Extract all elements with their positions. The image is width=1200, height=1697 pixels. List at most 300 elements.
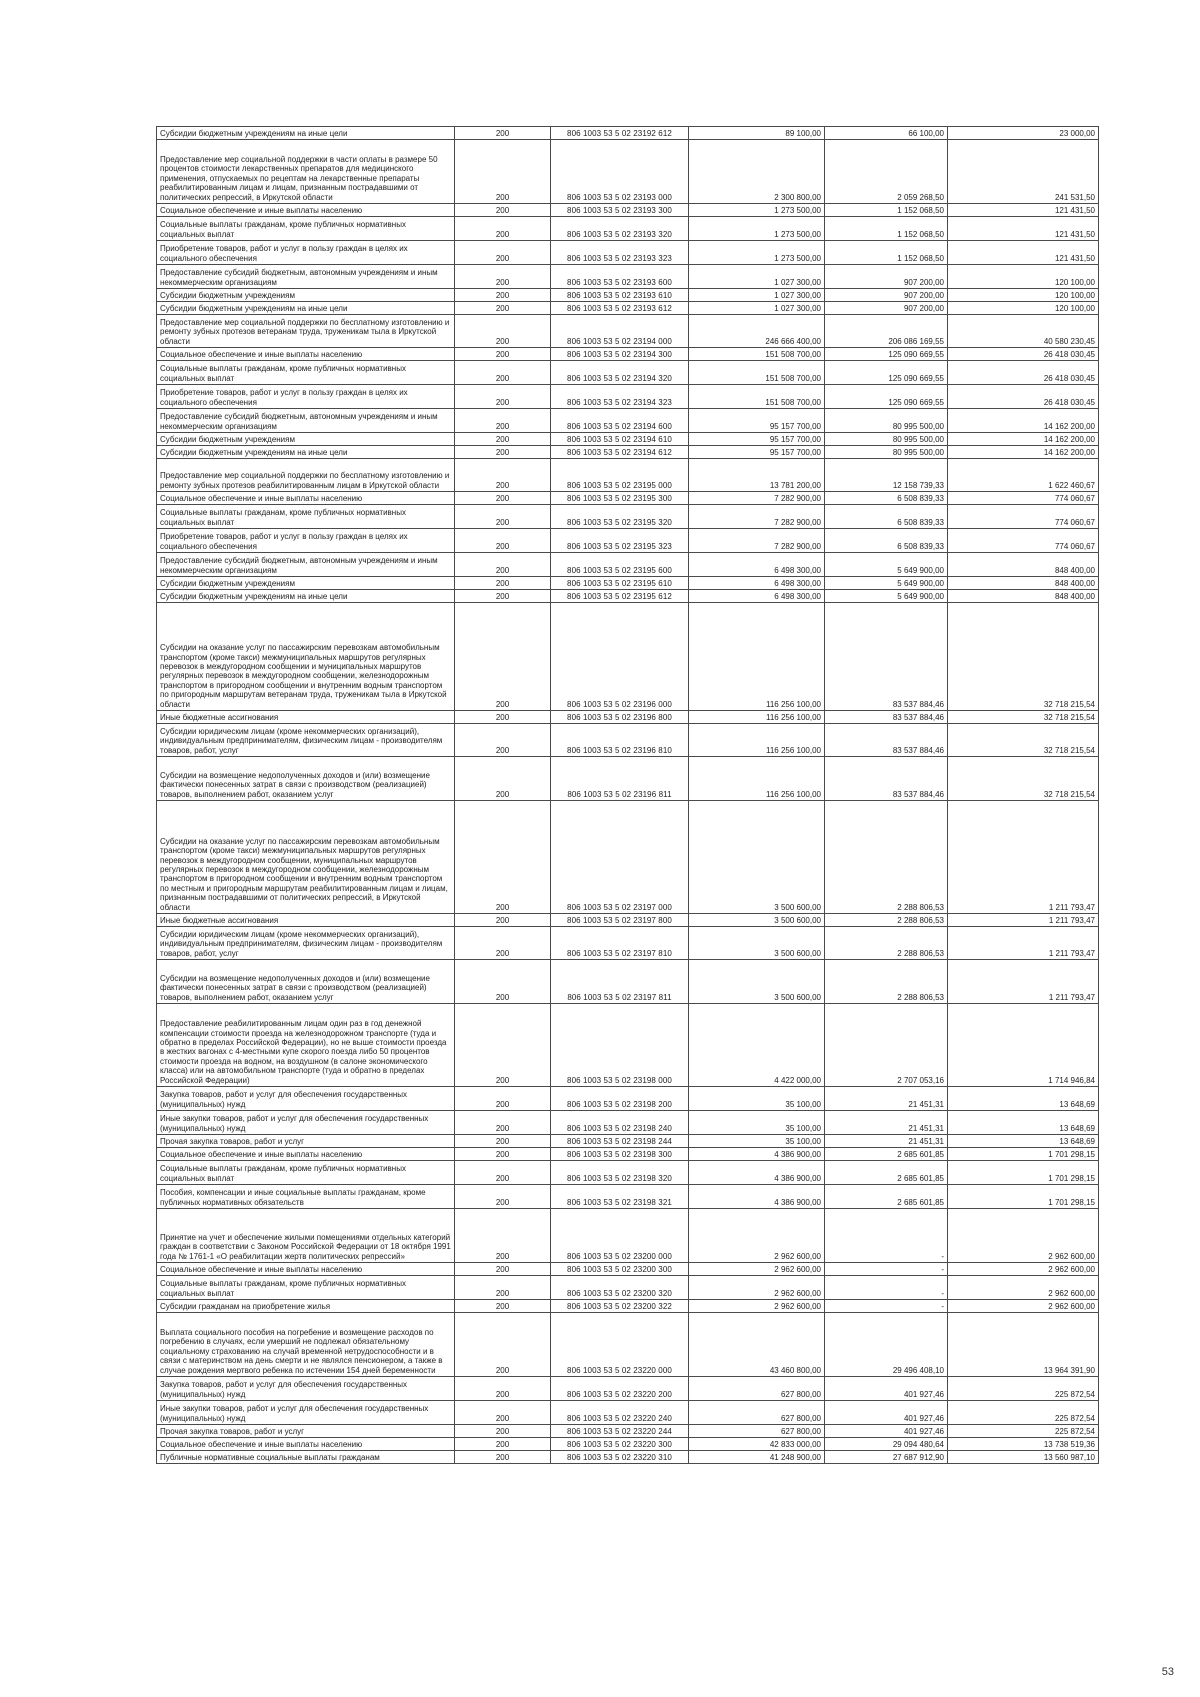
row-executed-amount: - [825, 1276, 948, 1300]
table-row [157, 529, 1099, 553]
table-row [157, 1276, 1099, 1300]
row-classification-code: 806 1003 53 5 02 23194 323 [551, 385, 689, 409]
table-row [157, 1135, 1099, 1148]
row-plan-amount: 116 256 100,00 [689, 757, 825, 801]
row-classification-code: 806 1003 53 5 02 23193 320 [551, 217, 689, 241]
row-classification-code: 806 1003 53 5 02 23196 800 [551, 711, 689, 724]
row-code: 200 [455, 302, 551, 315]
row-description: Предоставление субсидий бюджетным, автономным учреждениям и иным некоммерческим организациям [157, 265, 455, 289]
row-plan-amount: 35 100,00 [689, 1135, 825, 1148]
budget-execution-table [156, 126, 1099, 1464]
row-description: Выплата социального пособия на погребение и возмещение расходов по погребению в случаях, если умерший не подлежал обязательному социальному страхованию на случай временной нетрудоспособности и в связи с материнством на день смерти и не являлся пенсионером, а также в случае рождения мертвого ребенка по истечении 154 дней беременности [157, 1313, 455, 1377]
row-description: Приобретение товаров, работ и услуг в пользу граждан в целях их социального обеспечения [157, 529, 455, 553]
row-plan-amount: 151 508 700,00 [689, 348, 825, 361]
row-executed-amount: 2 059 268,50 [825, 140, 948, 204]
row-plan-amount: 1 027 300,00 [689, 302, 825, 315]
row-plan-amount: 246 666 400,00 [689, 315, 825, 348]
row-plan-amount: 95 157 700,00 [689, 433, 825, 446]
row-executed-amount: 5 649 900,00 [825, 577, 948, 590]
row-executed-amount: 21 451,31 [825, 1135, 948, 1148]
row-classification-code: 806 1003 53 5 02 23198 000 [551, 1004, 689, 1087]
row-classification-code: 806 1003 53 5 02 23195 300 [551, 492, 689, 505]
row-description: Социальное обеспечение и иные выплаты населению [157, 348, 455, 361]
table-row [157, 1185, 1099, 1209]
table-row [157, 1263, 1099, 1276]
row-plan-amount: 151 508 700,00 [689, 361, 825, 385]
row-executed-amount: 29 094 480,64 [825, 1438, 948, 1451]
row-code: 200 [455, 960, 551, 1004]
row-executed-amount: 83 537 884,46 [825, 711, 948, 724]
row-classification-code: 806 1003 53 5 02 23193 000 [551, 140, 689, 204]
row-executed-amount: 2 707 053,16 [825, 1004, 948, 1087]
row-plan-amount: 35 100,00 [689, 1087, 825, 1111]
row-plan-amount: 43 460 800,00 [689, 1313, 825, 1377]
row-remaining-amount: 1 211 793,47 [948, 801, 1099, 914]
row-remaining-amount: 1 701 298,15 [948, 1185, 1099, 1209]
table-row [157, 1401, 1099, 1425]
row-remaining-amount: 32 718 215,54 [948, 724, 1099, 757]
row-executed-amount: 21 451,31 [825, 1111, 948, 1135]
row-plan-amount: 7 282 900,00 [689, 505, 825, 529]
row-executed-amount: 5 649 900,00 [825, 590, 948, 603]
row-remaining-amount: 2 962 600,00 [948, 1263, 1099, 1276]
row-plan-amount: 3 500 600,00 [689, 927, 825, 960]
table-row [157, 553, 1099, 577]
row-executed-amount: 27 687 912,90 [825, 1451, 948, 1464]
row-remaining-amount: 121 431,50 [948, 217, 1099, 241]
row-description: Социальное обеспечение и иные выплаты населению [157, 1438, 455, 1451]
table-row [157, 1377, 1099, 1401]
row-remaining-amount: 774 060,67 [948, 492, 1099, 505]
row-code: 200 [455, 711, 551, 724]
row-remaining-amount: 120 100,00 [948, 302, 1099, 315]
row-description: Социальные выплаты гражданам, кроме публичных нормативных социальных выплат [157, 361, 455, 385]
row-remaining-amount: 2 962 600,00 [948, 1209, 1099, 1263]
table-row [157, 492, 1099, 505]
row-description: Субсидии бюджетным учреждениям [157, 577, 455, 590]
table-body [157, 127, 1099, 1464]
row-description: Предоставление реабилитированным лицам один раз в год денежной компенсации стоимости проезда на железнодорожном транспорте (туда и обратно в пределах Российской Федерации), но не выше стоимости проезда в жестких вагонах с 4-местными купе скорого поезда либо 50 процентов стоимости проезда на водном, на воздушном (в салоне экономического класса) или на автомобильном транспорте (туда и обратно в пределах Российской Федерации) [157, 1004, 455, 1087]
row-plan-amount: 7 282 900,00 [689, 492, 825, 505]
row-executed-amount: 401 927,46 [825, 1401, 948, 1425]
row-executed-amount: 80 995 500,00 [825, 433, 948, 446]
row-description: Субсидии бюджетным учреждениям [157, 433, 455, 446]
row-classification-code: 806 1003 53 5 02 23193 600 [551, 265, 689, 289]
row-classification-code: 806 1003 53 5 02 23194 600 [551, 409, 689, 433]
row-description: Субсидии бюджетным учреждениям на иные цели [157, 446, 455, 459]
row-executed-amount: 2 288 806,53 [825, 927, 948, 960]
row-classification-code: 806 1003 53 5 02 23200 300 [551, 1263, 689, 1276]
row-description: Субсидии бюджетным учреждениям на иные цели [157, 302, 455, 315]
table-row [157, 348, 1099, 361]
row-executed-amount: 2 685 601,85 [825, 1148, 948, 1161]
row-description: Социальное обеспечение и иные выплаты населению [157, 1148, 455, 1161]
row-code: 200 [455, 927, 551, 960]
row-executed-amount: 12 158 739,33 [825, 459, 948, 492]
row-code: 200 [455, 1135, 551, 1148]
row-code: 200 [455, 1276, 551, 1300]
row-classification-code: 806 1003 53 5 02 23196 810 [551, 724, 689, 757]
row-description: Приобретение товаров, работ и услуг в пользу граждан в целях их социального обеспечения [157, 385, 455, 409]
row-code: 200 [455, 492, 551, 505]
row-code: 200 [455, 529, 551, 553]
row-code: 200 [455, 1111, 551, 1135]
row-remaining-amount: 26 418 030,45 [948, 348, 1099, 361]
row-executed-amount: 2 288 806,53 [825, 914, 948, 927]
row-classification-code: 806 1003 53 5 02 23195 000 [551, 459, 689, 492]
row-executed-amount: 80 995 500,00 [825, 446, 948, 459]
row-remaining-amount: 13 738 519,36 [948, 1438, 1099, 1451]
table-row [157, 711, 1099, 724]
row-remaining-amount: 225 872,54 [948, 1377, 1099, 1401]
row-plan-amount: 627 800,00 [689, 1401, 825, 1425]
row-executed-amount: 6 508 839,33 [825, 492, 948, 505]
row-description: Социальное обеспечение и иные выплаты населению [157, 492, 455, 505]
row-executed-amount: - [825, 1209, 948, 1263]
row-executed-amount: - [825, 1300, 948, 1313]
row-executed-amount: 2 685 601,85 [825, 1185, 948, 1209]
row-remaining-amount: 225 872,54 [948, 1425, 1099, 1438]
row-classification-code: 806 1003 53 5 02 23193 300 [551, 204, 689, 217]
row-remaining-amount: 121 431,50 [948, 204, 1099, 217]
row-remaining-amount: 1 714 946,84 [948, 1004, 1099, 1087]
row-remaining-amount: 2 962 600,00 [948, 1300, 1099, 1313]
row-executed-amount: 2 288 806,53 [825, 960, 948, 1004]
row-classification-code: 806 1003 53 5 02 23220 000 [551, 1313, 689, 1377]
row-description: Субсидии юридическим лицам (кроме некоммерческих организаций), индивидуальным предпринимателям, физическим лицам - производителям товаров, работ, услуг [157, 724, 455, 757]
row-remaining-amount: 32 718 215,54 [948, 711, 1099, 724]
row-executed-amount: 401 927,46 [825, 1425, 948, 1438]
table-row [157, 757, 1099, 801]
row-plan-amount: 4 422 000,00 [689, 1004, 825, 1087]
row-executed-amount: 2 288 806,53 [825, 801, 948, 914]
table-row [157, 914, 1099, 927]
row-code: 200 [455, 724, 551, 757]
row-plan-amount: 6 498 300,00 [689, 577, 825, 590]
row-description: Иные закупки товаров, работ и услуг для обеспечения государственных (муниципальных) нужд [157, 1111, 455, 1135]
row-classification-code: 806 1003 53 5 02 23194 610 [551, 433, 689, 446]
row-classification-code: 806 1003 53 5 02 23198 320 [551, 1161, 689, 1185]
table-row [157, 1313, 1099, 1377]
table-row [157, 1161, 1099, 1185]
row-remaining-amount: 14 162 200,00 [948, 409, 1099, 433]
row-plan-amount: 627 800,00 [689, 1377, 825, 1401]
row-code: 200 [455, 127, 551, 140]
row-plan-amount: 41 248 900,00 [689, 1451, 825, 1464]
table-row [157, 433, 1099, 446]
row-classification-code: 806 1003 53 5 02 23198 200 [551, 1087, 689, 1111]
row-code: 200 [455, 1313, 551, 1377]
row-remaining-amount: 14 162 200,00 [948, 446, 1099, 459]
table-row [157, 1004, 1099, 1087]
row-classification-code: 806 1003 53 5 02 23194 300 [551, 348, 689, 361]
row-remaining-amount: 1 211 793,47 [948, 927, 1099, 960]
row-description: Субсидии бюджетным учреждениям на иные цели [157, 127, 455, 140]
row-remaining-amount: 13 560 987,10 [948, 1451, 1099, 1464]
row-code: 200 [455, 348, 551, 361]
row-plan-amount: 42 833 000,00 [689, 1438, 825, 1451]
row-classification-code: 806 1003 53 5 02 23193 612 [551, 302, 689, 315]
row-description: Социальное обеспечение и иные выплаты населению [157, 1263, 455, 1276]
table-row [157, 459, 1099, 492]
row-classification-code: 806 1003 53 5 02 23192 612 [551, 127, 689, 140]
row-code: 200 [455, 241, 551, 265]
row-classification-code: 806 1003 53 5 02 23195 612 [551, 590, 689, 603]
row-classification-code: 806 1003 53 5 02 23198 321 [551, 1185, 689, 1209]
table-row [157, 361, 1099, 385]
row-description: Субсидии бюджетным учреждениям на иные цели [157, 590, 455, 603]
row-remaining-amount: 1 211 793,47 [948, 960, 1099, 1004]
row-description: Пособия, компенсации и иные социальные выплаты гражданам, кроме публичных нормативных обязательств [157, 1185, 455, 1209]
row-classification-code: 806 1003 53 5 02 23195 600 [551, 553, 689, 577]
row-remaining-amount: 26 418 030,45 [948, 385, 1099, 409]
table-row [157, 960, 1099, 1004]
table-row [157, 1300, 1099, 1313]
row-classification-code: 806 1003 53 5 02 23197 800 [551, 914, 689, 927]
row-remaining-amount: 13 648,69 [948, 1135, 1099, 1148]
row-executed-amount: 6 508 839,33 [825, 529, 948, 553]
row-plan-amount: 35 100,00 [689, 1111, 825, 1135]
row-plan-amount: 3 500 600,00 [689, 960, 825, 1004]
row-description: Субсидии бюджетным учреждениям [157, 289, 455, 302]
row-classification-code: 806 1003 53 5 02 23220 240 [551, 1401, 689, 1425]
row-description: Иные бюджетные ассигнования [157, 914, 455, 927]
row-remaining-amount: 241 531,50 [948, 140, 1099, 204]
row-executed-amount: 6 508 839,33 [825, 505, 948, 529]
row-classification-code: 806 1003 53 5 02 23194 612 [551, 446, 689, 459]
row-classification-code: 806 1003 53 5 02 23194 320 [551, 361, 689, 385]
row-executed-amount: 83 537 884,46 [825, 603, 948, 711]
row-description: Субсидии на возмещение недополученных доходов и (или) возмещение фактически понесенных затрат в связи с производством (реализацией) товаров, выполнением работ, оказанием услуг [157, 757, 455, 801]
row-plan-amount: 3 500 600,00 [689, 801, 825, 914]
row-executed-amount: 125 090 669,55 [825, 385, 948, 409]
row-description: Прочая закупка товаров, работ и услуг [157, 1425, 455, 1438]
row-description: Закупка товаров, работ и услуг для обеспечения государственных (муниципальных) нужд [157, 1377, 455, 1401]
row-code: 200 [455, 1451, 551, 1464]
row-description: Приобретение товаров, работ и услуг в пользу граждан в целях их социального обеспечения [157, 241, 455, 265]
row-description: Социальные выплаты гражданам, кроме публичных нормативных социальных выплат [157, 505, 455, 529]
row-code: 200 [455, 140, 551, 204]
row-executed-amount: 66 100,00 [825, 127, 948, 140]
row-code: 200 [455, 553, 551, 577]
row-description: Предоставление мер социальной поддержки по бесплатному изготовлению и ремонту зубных протезов реабилитированным лицам в Иркутской области [157, 459, 455, 492]
row-classification-code: 806 1003 53 5 02 23195 320 [551, 505, 689, 529]
row-code: 200 [455, 1377, 551, 1401]
row-remaining-amount: 13 648,69 [948, 1087, 1099, 1111]
table-row [157, 577, 1099, 590]
row-executed-amount: 1 152 068,50 [825, 241, 948, 265]
row-classification-code: 806 1003 53 5 02 23200 000 [551, 1209, 689, 1263]
row-description: Субсидии на оказание услуг по пассажирским перевозкам автомобильным транспортом (кроме такси) межмуниципальных маршрутов регулярных перевозок в междугородном сообщении, муниципальных маршрутов регулярных перевозок в междугородном сообщении, железнодорожным транспортом в пригородном сообщении и внутренним водным транспортом по местным и пригородным маршрутам реабилитированным лицам и лицам, признанным пострадавшими от политических репрессий, в Иркутской области [157, 801, 455, 914]
table-row [157, 289, 1099, 302]
table-row [157, 127, 1099, 140]
row-executed-amount: 80 995 500,00 [825, 409, 948, 433]
table-row [157, 590, 1099, 603]
row-remaining-amount: 13 648,69 [948, 1111, 1099, 1135]
table-row [157, 1209, 1099, 1263]
row-classification-code: 806 1003 53 5 02 23220 244 [551, 1425, 689, 1438]
row-code: 200 [455, 1425, 551, 1438]
row-description: Иные закупки товаров, работ и услуг для обеспечения государственных (муниципальных) нужд [157, 1401, 455, 1425]
row-description: Социальные выплаты гражданам, кроме публичных нормативных социальных выплат [157, 1276, 455, 1300]
row-code: 200 [455, 446, 551, 459]
row-plan-amount: 6 498 300,00 [689, 553, 825, 577]
row-executed-amount: 29 496 408,10 [825, 1313, 948, 1377]
table-row [157, 241, 1099, 265]
row-description: Социальные выплаты гражданам, кроме публичных нормативных социальных выплат [157, 1161, 455, 1185]
row-code: 200 [455, 1438, 551, 1451]
row-plan-amount: 1 273 500,00 [689, 217, 825, 241]
row-remaining-amount: 121 431,50 [948, 241, 1099, 265]
row-classification-code: 806 1003 53 5 02 23198 244 [551, 1135, 689, 1148]
row-plan-amount: 2 962 600,00 [689, 1300, 825, 1313]
row-classification-code: 806 1003 53 5 02 23195 323 [551, 529, 689, 553]
row-remaining-amount: 120 100,00 [948, 289, 1099, 302]
row-code: 200 [455, 603, 551, 711]
row-plan-amount: 116 256 100,00 [689, 603, 825, 711]
row-code: 200 [455, 217, 551, 241]
row-classification-code: 806 1003 53 5 02 23220 310 [551, 1451, 689, 1464]
row-description: Социальное обеспечение и иные выплаты населению [157, 204, 455, 217]
row-description: Публичные нормативные социальные выплаты гражданам [157, 1451, 455, 1464]
row-description: Субсидии юридическим лицам (кроме некоммерческих организаций), индивидуальным предпринимателям, физическим лицам - производителям товаров, работ, услуг [157, 927, 455, 960]
table-row [157, 1087, 1099, 1111]
row-executed-amount: 125 090 669,55 [825, 348, 948, 361]
row-classification-code: 806 1003 53 5 02 23194 000 [551, 315, 689, 348]
row-code: 200 [455, 1263, 551, 1276]
row-executed-amount: 1 152 068,50 [825, 217, 948, 241]
row-plan-amount: 6 498 300,00 [689, 590, 825, 603]
row-code: 200 [455, 1004, 551, 1087]
table-row [157, 801, 1099, 914]
row-code: 200 [455, 1148, 551, 1161]
row-remaining-amount: 774 060,67 [948, 529, 1099, 553]
table-row [157, 927, 1099, 960]
row-remaining-amount: 40 580 230,45 [948, 315, 1099, 348]
row-remaining-amount: 1 622 460,67 [948, 459, 1099, 492]
row-description: Иные бюджетные ассигнования [157, 711, 455, 724]
row-remaining-amount: 120 100,00 [948, 265, 1099, 289]
table-row [157, 315, 1099, 348]
table-row [157, 446, 1099, 459]
row-remaining-amount: 32 718 215,54 [948, 603, 1099, 711]
table-row [157, 1148, 1099, 1161]
row-plan-amount: 2 300 800,00 [689, 140, 825, 204]
row-plan-amount: 95 157 700,00 [689, 446, 825, 459]
row-description: Предоставление мер социальной поддержки по бесплатному изготовлению и ремонту зубных протезов ветеранам труда, труженикам тыла в Иркутской области [157, 315, 455, 348]
row-executed-amount: 206 086 169,55 [825, 315, 948, 348]
row-executed-amount: 125 090 669,55 [825, 361, 948, 385]
row-code: 200 [455, 577, 551, 590]
row-code: 200 [455, 361, 551, 385]
row-remaining-amount: 23 000,00 [948, 127, 1099, 140]
table-row [157, 1111, 1099, 1135]
row-code: 200 [455, 265, 551, 289]
row-plan-amount: 4 386 900,00 [689, 1185, 825, 1209]
row-plan-amount: 4 386 900,00 [689, 1148, 825, 1161]
table-row [157, 1425, 1099, 1438]
row-remaining-amount: 848 400,00 [948, 590, 1099, 603]
row-classification-code: 806 1003 53 5 02 23193 323 [551, 241, 689, 265]
row-classification-code: 806 1003 53 5 02 23197 811 [551, 960, 689, 1004]
row-remaining-amount: 26 418 030,45 [948, 361, 1099, 385]
row-classification-code: 806 1003 53 5 02 23220 200 [551, 1377, 689, 1401]
row-plan-amount: 116 256 100,00 [689, 711, 825, 724]
row-remaining-amount: 1 701 298,15 [948, 1148, 1099, 1161]
table-row [157, 409, 1099, 433]
row-classification-code: 806 1003 53 5 02 23200 320 [551, 1276, 689, 1300]
row-classification-code: 806 1003 53 5 02 23193 610 [551, 289, 689, 302]
row-description: Принятие на учет и обеспечение жилыми помещениями отдельных категорий граждан в соответствии с Законом Российской Федерации от 18 октября 1991 года № 1761-1 «О реабилитации жертв политических репрессий» [157, 1209, 455, 1263]
table-row [157, 603, 1099, 711]
row-code: 200 [455, 1401, 551, 1425]
row-description: Субсидии гражданам на приобретение жилья [157, 1300, 455, 1313]
row-executed-amount: 5 649 900,00 [825, 553, 948, 577]
row-code: 200 [455, 505, 551, 529]
row-description: Субсидии на оказание услуг по пассажирским перевозкам автомобильным транспортом (кроме такси) межмуниципальных маршрутов регулярных перевозок в междугородном сообщении и муниципальных маршрутов регулярных перевозок в междугородном сообщении, железнодорожным транспортом в пригородном сообщении и внутренним водным транспортом по пригородным маршрутам ветеранам труда, труженикам тыла в Иркутской области [157, 603, 455, 711]
row-code: 200 [455, 385, 551, 409]
row-classification-code: 806 1003 53 5 02 23196 811 [551, 757, 689, 801]
row-description: Прочая закупка товаров, работ и услуг [157, 1135, 455, 1148]
row-code: 200 [455, 590, 551, 603]
row-classification-code: 806 1003 53 5 02 23196 000 [551, 603, 689, 711]
table-row [157, 140, 1099, 204]
row-classification-code: 806 1003 53 5 02 23197 810 [551, 927, 689, 960]
row-plan-amount: 4 386 900,00 [689, 1161, 825, 1185]
table-row [157, 724, 1099, 757]
row-description: Предоставление субсидий бюджетным, автономным учреждениям и иным некоммерческим организациям [157, 409, 455, 433]
row-classification-code: 806 1003 53 5 02 23198 300 [551, 1148, 689, 1161]
row-executed-amount: 907 200,00 [825, 302, 948, 315]
row-remaining-amount: 1 701 298,15 [948, 1161, 1099, 1185]
row-plan-amount: 2 962 600,00 [689, 1209, 825, 1263]
row-plan-amount: 3 500 600,00 [689, 914, 825, 927]
row-description: Предоставление субсидий бюджетным, автономным учреждениям и иным некоммерческим организациям [157, 553, 455, 577]
row-remaining-amount: 848 400,00 [948, 553, 1099, 577]
row-description: Закупка товаров, работ и услуг для обеспечения государственных (муниципальных) нужд [157, 1087, 455, 1111]
row-remaining-amount: 2 962 600,00 [948, 1276, 1099, 1300]
row-classification-code: 806 1003 53 5 02 23220 300 [551, 1438, 689, 1451]
row-code: 200 [455, 914, 551, 927]
row-executed-amount: 907 200,00 [825, 289, 948, 302]
row-plan-amount: 1 027 300,00 [689, 265, 825, 289]
row-code: 200 [455, 1185, 551, 1209]
row-remaining-amount: 14 162 200,00 [948, 433, 1099, 446]
row-code: 200 [455, 459, 551, 492]
row-remaining-amount: 225 872,54 [948, 1401, 1099, 1425]
row-code: 200 [455, 433, 551, 446]
table-row [157, 505, 1099, 529]
table-row [157, 204, 1099, 217]
row-plan-amount: 627 800,00 [689, 1425, 825, 1438]
row-plan-amount: 2 962 600,00 [689, 1276, 825, 1300]
row-plan-amount: 116 256 100,00 [689, 724, 825, 757]
row-description: Субсидии на возмещение недополученных доходов и (или) возмещение фактически понесенных затрат в связи с производством (реализацией) товаров, выполнением работ, оказанием услуг [157, 960, 455, 1004]
row-executed-amount: - [825, 1263, 948, 1276]
row-code: 200 [455, 1300, 551, 1313]
row-executed-amount: 83 537 884,46 [825, 724, 948, 757]
row-executed-amount: 401 927,46 [825, 1377, 948, 1401]
row-code: 200 [455, 801, 551, 914]
row-plan-amount: 89 100,00 [689, 127, 825, 140]
row-description: Социальные выплаты гражданам, кроме публичных нормативных социальных выплат [157, 217, 455, 241]
table-row [157, 1451, 1099, 1464]
row-code: 200 [455, 289, 551, 302]
row-executed-amount: 907 200,00 [825, 265, 948, 289]
row-description: Предоставление мер социальной поддержки в части оплаты в размере 50 процентов стоимости лекарственных препаратов для медицинского применения, отпускаемых по рецептам на лекарственные препараты реабилитированным лицам и лицам, признанным пострадавшими от политических репрессий, в Иркутской области [157, 140, 455, 204]
row-classification-code: 806 1003 53 5 02 23197 000 [551, 801, 689, 914]
row-remaining-amount: 774 060,67 [948, 505, 1099, 529]
